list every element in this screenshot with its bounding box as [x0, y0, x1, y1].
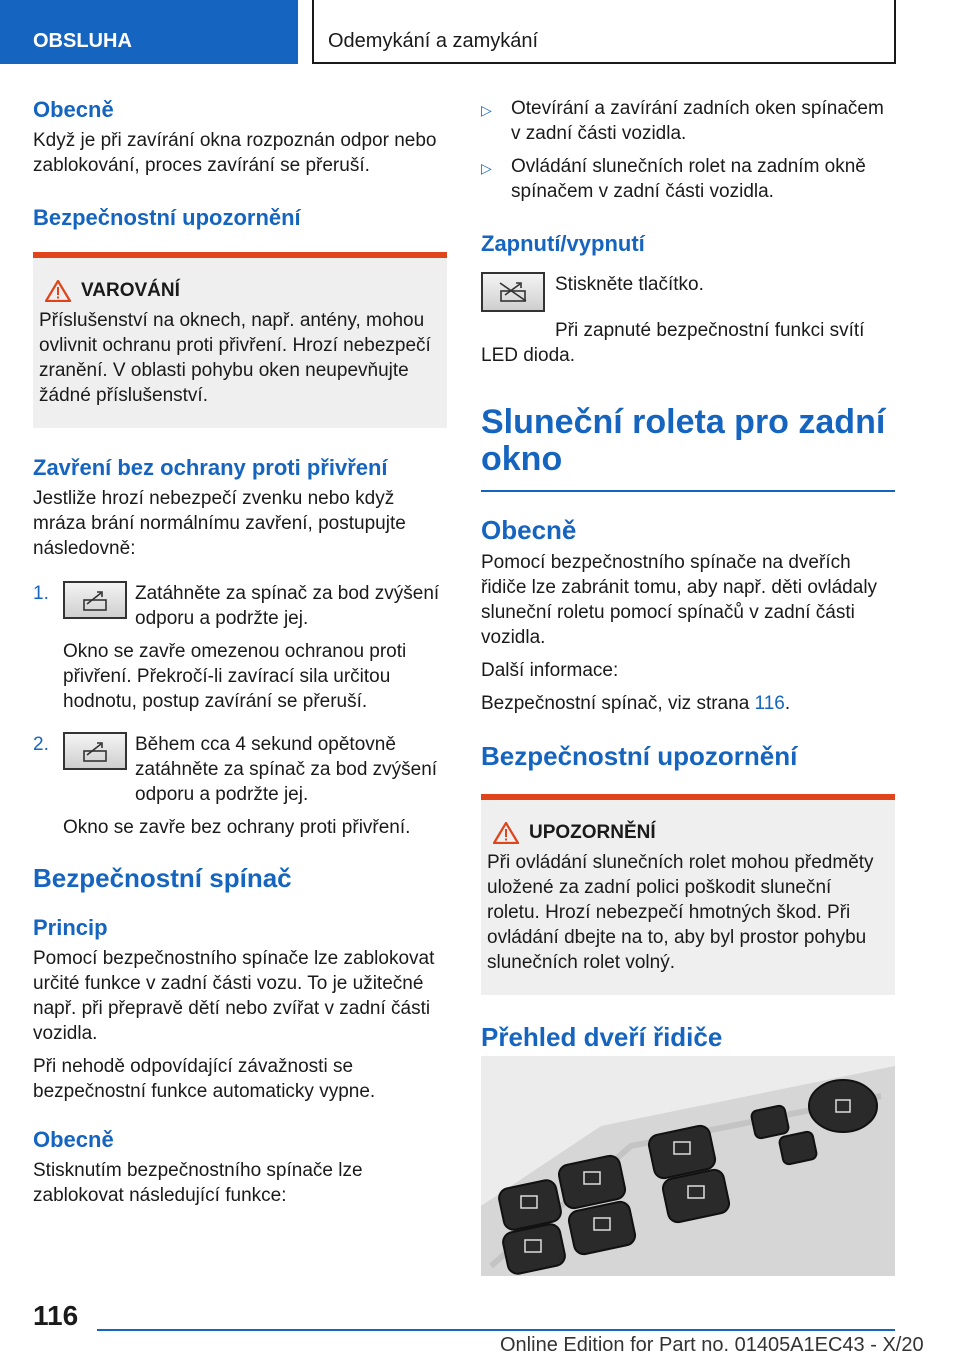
heading-sun-blind: Sluneční roleta pro zadní okno	[481, 404, 895, 492]
paragraph-principle: Pomocí bezpečnostního spínače lze zablokovat určité funkce v zadní části vozu. To je užitečné např. při přepravě dětí nebo zvířat v zadní části vozidla.	[33, 948, 435, 1044]
step-text: Během cca 4 sekund opětovně zatáhněte za spínač za bod zvýšení odporu a podržte jej.	[135, 734, 438, 805]
footer-edition: Online Edition for Part no. 01405A1EC43 - X/20	[500, 1334, 924, 1356]
paragraph-close: Jestliže hrozí nebezpečí zvenku nebo když mráza brání normálnímu zavření, postupujte následovně:	[33, 488, 406, 559]
paragraph-general: Když je při zavírání okna rozpoznán odpor nebo zablokování, proces zavírání se přeruší.	[33, 130, 437, 176]
heading-general: Obecně	[481, 515, 577, 545]
step-1	[33, 581, 447, 714]
step-number: 2.	[33, 734, 49, 755]
paragraph-general: Pomocí bezpečnostního spínače na dveřích řidiče lze zabránit tomu, aby např. děti ovládaly sluneční roletu pomocí spínačů v zadní části vozidla.	[481, 552, 878, 648]
heading-safety: Bezpečnostní upozornění	[481, 741, 798, 771]
warning-title: VAROVÁNÍ	[39, 280, 439, 302]
paragraph-more-info: Další informace:	[481, 660, 619, 681]
right-column	[481, 96, 895, 1053]
paragraph-principle-2: Při nehodě odpovídající závažnosti se bezpečnostní funkce automaticky vypne.	[33, 1056, 376, 1102]
warning-text: Příslušenství na oknech, např. antény, mohou ovlivnit ochranu proti přivření. Hrozí nebezpečí zranění. V oblasti pohybu oken neupevňujte žádné příslušenství.	[39, 310, 431, 406]
step-subtext: Okno se zavře omezenou ochranou proti přivření. Překročí-li zavírací sila určitou hodnotu, postup zavírání se přeruší.	[63, 641, 407, 712]
footer-rule	[97, 1329, 895, 1331]
page-reference-link[interactable]: 116	[754, 693, 785, 714]
window-switch-icon	[63, 732, 127, 770]
triangle-bullet-icon: ▷	[481, 160, 492, 176]
chapter-title: Odemykání a zamykání	[312, 0, 896, 64]
window-switch-icon	[63, 581, 127, 619]
onoff-row	[481, 272, 895, 312]
heading-on-off: Zapnutí/vypnutí	[481, 231, 645, 256]
list-item: ▷ Ovládání slunečních rolet na zadním okně spínačem v zadní části vozidla.	[481, 156, 866, 202]
section-tab: OBSLUHA	[0, 0, 298, 64]
paragraph-reference: Bezpečnostní spínač, viz strana 116.	[481, 693, 791, 714]
heading-safety: Bezpečnostní upozornění	[33, 205, 301, 230]
caution-text: Při ovládání slunečních rolet mohou předměty uložené za zadní polici poškodit sluneční roletu. Hrozí nebezpečí hmotných škod. Při ovládání dbejte na to, aby byl prostor pohybu slunečních rolet volný.	[487, 852, 874, 973]
caution-box	[481, 794, 895, 995]
warning-triangle-icon	[493, 822, 519, 844]
caution-title: UPOZORNĚNÍ	[487, 822, 887, 844]
step-number: 1.	[33, 583, 49, 604]
heading-close-without-protection: Zavření bez ochrany proti přivření	[33, 455, 388, 480]
heading-general-2: Obecně	[33, 1127, 114, 1152]
step-2	[33, 732, 447, 840]
paragraph-general-2: Stisknutím bezpečnostního spínače lze zablokovat následující funkce:	[33, 1160, 363, 1206]
warning-box	[33, 252, 447, 428]
list-item: ▷ Otevírání a zavírání zadních oken spínačem v zadní části vozidla.	[481, 98, 884, 144]
left-column	[33, 96, 447, 1208]
heading-principle: Princip	[33, 915, 108, 940]
paragraph-led: Při zapnuté bezpečnostní funkci svítí LED dioda.	[481, 320, 865, 366]
paragraph-press: Stiskněte tlačítko.	[555, 274, 704, 295]
warning-triangle-icon	[45, 280, 71, 302]
step-subtext: Okno se zavře bez ochrany proti přivření.	[63, 817, 411, 838]
page-number: 116	[33, 1300, 79, 1331]
step-text: Zatáhněte za spínač za bod zvýšení odporu a podržte jej.	[135, 583, 440, 629]
heading-safety-switch: Bezpečnostní spínač	[33, 863, 292, 893]
heading-general: Obecně	[33, 97, 114, 122]
safety-switch-icon	[481, 272, 545, 312]
heading-driver-door: Přehled dveří řidiče	[481, 1022, 723, 1052]
driver-door-switches-photo	[481, 1056, 895, 1276]
triangle-bullet-icon: ▷	[481, 102, 492, 118]
